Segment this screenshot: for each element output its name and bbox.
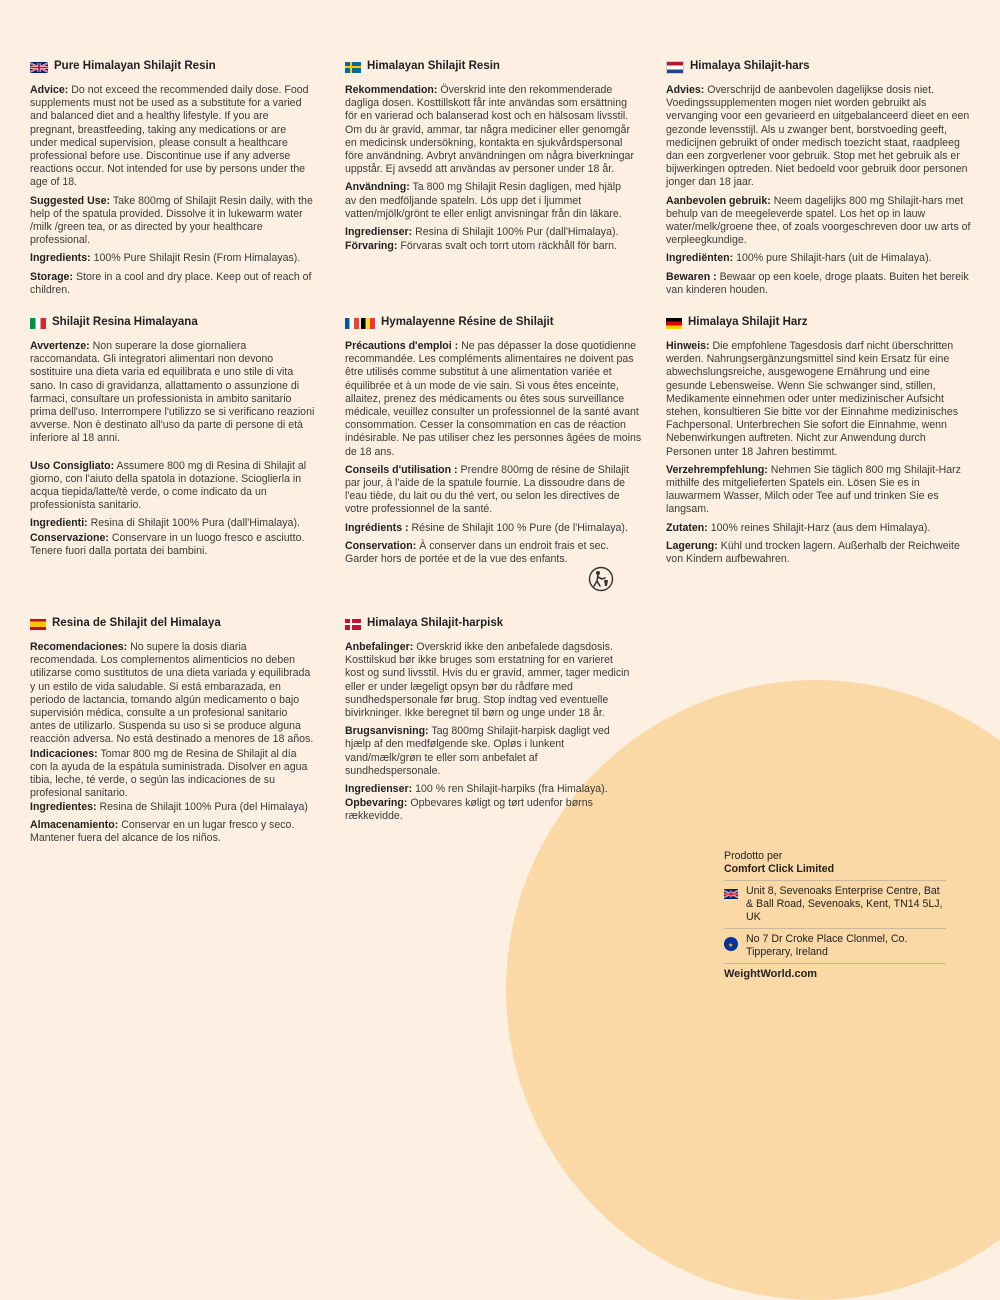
section-title: Shilajit Resina Himalayana bbox=[30, 316, 315, 330]
section-french: Hymalayenne Résine de Shilajit Précautions d'emploi : Ne pas dépasser la dose quotidienne recommandée. Les compléments alimentaires ne doivent pas être utilisés comme substitut à une alimentation variée et équilibrée et à un mode de vie sain. Si vous êtes enceinte, allaitez, prenez des médicaments ou êtes sous surveillance médicale, veuillez consulter un professionnel de la santé avant consommation. Cesser la consommation en cas de réaction indésirable. Ne pas utiliser chez les personnes âgées de moins de 18 ans. Conseils d'utilisation : Prendre 800mg de résine de Shilajit par jour, à l'aide de la spatule fournie. La dissoudre dans de l'eau tiède, du lait ou du thé vert, ou selon les directives de votre professionnel de la santé. Ingrédients : Résine de Shilajit 100 % Pure (de l'Himalaya). Conservation: À conserver dans un endroit frais et sec. Garder hors de portée et de la vue des enfants. bbox=[345, 316, 642, 566]
section-dutch: Himalaya Shilajit-hars Advies: Overschrijd de aanbevolen dagelijkse dosis niet. Voedingssupplementen mogen niet worden gebruikt als vervanging voor een gevarieerd en uitgebalanceerd dieet en een gezonde levensstijl. Als u zwanger bent, borstvoeding geeft, medicijnen gebruikt of onder medisch toezicht staat, raadpleeg dan een zorgverlener voor gebruik. Stop met het gebruik als er bijwerkingen optreden. Niet bedoeld voor gebruik door personen jonger dan 18 jaar. Aanbevolen gebruik: Neem dagelijks 800 mg Shilajit-hars met behulp van de meegeleverde spatel. Los het op in lauw water/melk/groene thee, of zoals voorgeschreven door uw arts of verpleegkundige. Ingrediënten: 100% pure Shilajit-hars (uit de Himalaya). Bewaren : Bewaar op een koele, droge plaats. Buiten het bereik van kinderen houden. bbox=[666, 60, 971, 296]
germany-flag-icon bbox=[666, 318, 682, 329]
ie-address: No 7 Dr Croke Place Clonmel, Co. Tipperary, Ireland bbox=[746, 933, 908, 958]
section-title: Himalaya Shilajit-hars bbox=[666, 60, 971, 74]
section-title: Hymalayenne Résine de Shilajit bbox=[345, 316, 643, 330]
company-name: Comfort Click Limited bbox=[724, 863, 946, 881]
manufacturer-info bbox=[724, 850, 946, 981]
section-spanish: Resina de Shilajit del Himalaya Recomendaciones: No supere la dosis diaria recomendada. Los complementos alimenticios no deben utilizarse como sustitutos de una dieta variada y equilibrada y un estilo de vida saludable. Si está embarazada, en periodo de lactancia, tomando algún medicamento o bajo supervisión médica, consulte a un profesional sanitario antes de utilizarlo. Suspenda su uso si se produce alguna reacción adversa. No está destinado a menores de 18 años. Indicaciones: Tomar 800 mg de Resina de Shilajit al día con la ayuda de la espátula suministrada. Disolver en agua tibia, leche, té verde, o según las indicaciones de su profesional sanitario. Ingredientes: Resina de Shilajit 100% Pura (del Himalaya) Almacenamiento: Conservar en un lugar fresco y seco. Mantener fuera del alcance de los niños. bbox=[30, 617, 314, 844]
section-title: Pure Himalayan Shilajit Resin bbox=[30, 60, 315, 74]
ie-address-row bbox=[724, 929, 946, 964]
section-english: Pure Himalayan Shilajit Resin Advice: Do not exceed the recommended daily dose. Food supplements must not be used as a substitute for a varied and balanced diet and a healthy lifestyle. If you are pregnant, breastfeeding, taking any medications or are under medical supervision, please consult a healthcare professional before use. Discontinue use if any adverse reactions occur. Not intended for use by persons under the age of 18. Suggested Use: Take 800mg of Shilajit Resin daily, with the help of the spatula provided. Dissolve it in lukewarm water /milk /green tea, or as directed by your healthcare professional. Ingredients: 100% Pure Shilajit Resin (From Himalayas). Storage: Store in a cool and dry place. Keep out of reach of children. bbox=[30, 60, 315, 302]
eu-flag-icon bbox=[724, 937, 738, 951]
section-swedish: Himalayan Shilajit Resin Rekommendation: Överskrid inte den rekommenderade dagliga dosen. Kosttillskott får inte användas som ersättning för en varierad och balanserad kost och en hälsosam livsstil. Om du är gravid, ammar, tar några mediciner eller genomgår en medicinsk undersökning, kontakta en sjukvårdspersonal före användning. Avbryt användningen om några biverkningar uppstår. Ej avsedd att användas av personer under 18 år. Användning: Ta 800 mg Shilajit Resin dagligen, med hjälp av den medföljande spateln. Lös upp det i ljummet vatten/mjölk/grönt te eller enligt anvisningar från din läkare. Ingredienser: Resina di Shilajit 100% Pur (dall'Himalaya). Förvaring: Förvaras svalt och torrt utom räckhåll för barn. bbox=[345, 60, 634, 253]
section-italian: Shilajit Resina Himalayana Avvertenze: Non superare la dose giornaliera raccomandata. Gli integratori alimentari non devono sostituire una dieta varia ed equilibrata e uno stile di vita sano. In caso di gravidanza, allattamento o assunzione di farmaci, consultare un professionista in ambito sanitario prima dell'uso. Interrompere l'utilizzo se si verificano reazioni avverse. Non è destinato all'uso da parte di persone di età inferiore al 18 anni. Uso Consigliato: Assumere 800 mg di Resina di Shilajit al giorno, con l'aiuto della spatola in dotazione. Scioglierla in acqua tiepida/latte/tè verde, o come indicato da un professionista sanitario. Ingredienti: Resina di Shilajit 100% Pura (dall'Himalaya). Conservazione: Conservare in un luogo fresco e asciutto. Tenere fuori dalla portata dei bambini. bbox=[30, 316, 315, 557]
tidy-man-icon bbox=[588, 566, 614, 592]
spain-flag-icon bbox=[30, 619, 46, 630]
section-danish: Himalaya Shilajit-harpisk Anbefalinger: Overskrid ikke den anbefalede dagsdosis. Kosttilskud bør ikke bruges som erstatning for en varieret kost og sund livsstil. Hvis du er gravid, ammer, tager medicin eller er under lægeligt opsyn bør du rådføre med sundhedspersonale før brug. Stop indtag ved eventuelle bivirkninger. Ikke beregnet til børn og unge under 18 år. Brugsanvisning: Tag 800mg Shilajit-harpisk dagligt ved hjælp af den medfølgende ske. Opløs i lunkent vand/mælk/grøn te eller som anbefalet af sundhedspersonale. Ingredienser: 100 % ren Shilajit-harpiks (fra Himalaya). Opbevaring: Opbevares køligt og tørt udenfor børns rækkevidde. bbox=[345, 617, 635, 829]
uk-flag-icon bbox=[30, 62, 48, 73]
france-flag-icon bbox=[345, 318, 359, 329]
sweden-flag-icon bbox=[345, 62, 361, 73]
brand-website: WeightWorld.com bbox=[724, 968, 818, 980]
section-title: Himalayan Shilajit Resin bbox=[345, 60, 635, 74]
netherlands-flag-icon bbox=[666, 61, 684, 74]
uk-address-row bbox=[724, 881, 946, 929]
section-title: Himalaya Shilajit Harz bbox=[666, 316, 971, 330]
uk-address: Unit 8, Sevenoaks Enterprise Centre, Bat & Ball Road, Sevenoaks, Kent, TN14 5LJ, UK bbox=[746, 885, 943, 923]
section-title: Resina de Shilajit del Himalaya bbox=[30, 617, 315, 631]
section-title: Himalaya Shilajit-harpisk bbox=[345, 617, 635, 631]
produced-by-label: Prodotto per bbox=[724, 850, 783, 862]
section-german: Himalaya Shilajit Harz Hinweis: Die empfohlene Tagesdosis darf nicht überschritten werden. Nahrungsergänzungsmittel sind kein Ersatz für eine abwechslungsreiche, ausgewogene Ernährung und eine gesunde Lebensweise. Wenn Sie schwanger sind, stillen, Medikamente einnehmen oder unter medizinischer Aufsicht stehen, konsultieren Sie bitte vor der Einnahme medizinisches Fachpersonal. Unterbrechen Sie sofort die Einnahme, wenn Nebenwirkungen auftreten. Nicht zur Anwendung durch Personen unter 18 Jahren bestimmt. Verzehrempfehlung: Nehmen Sie täglich 800 mg Shilajit-Harz mithilfe des mitgelieferten Spatels ein. Lösen Sie es in lauwarmem Wasser, Milch oder Tee auf und trinken Sie es langsam. Zutaten: 100% reines Shilajit-Harz (aus dem Himalaya). Lagerung: Kühl und trocken lagern. Außerhalb der Reichweite von Kindern aufbewahren. bbox=[666, 316, 971, 571]
uk-flag-icon bbox=[724, 889, 738, 899]
denmark-flag-icon bbox=[345, 619, 361, 630]
belgium-flag-icon bbox=[361, 318, 375, 329]
italy-flag-icon bbox=[30, 318, 46, 329]
